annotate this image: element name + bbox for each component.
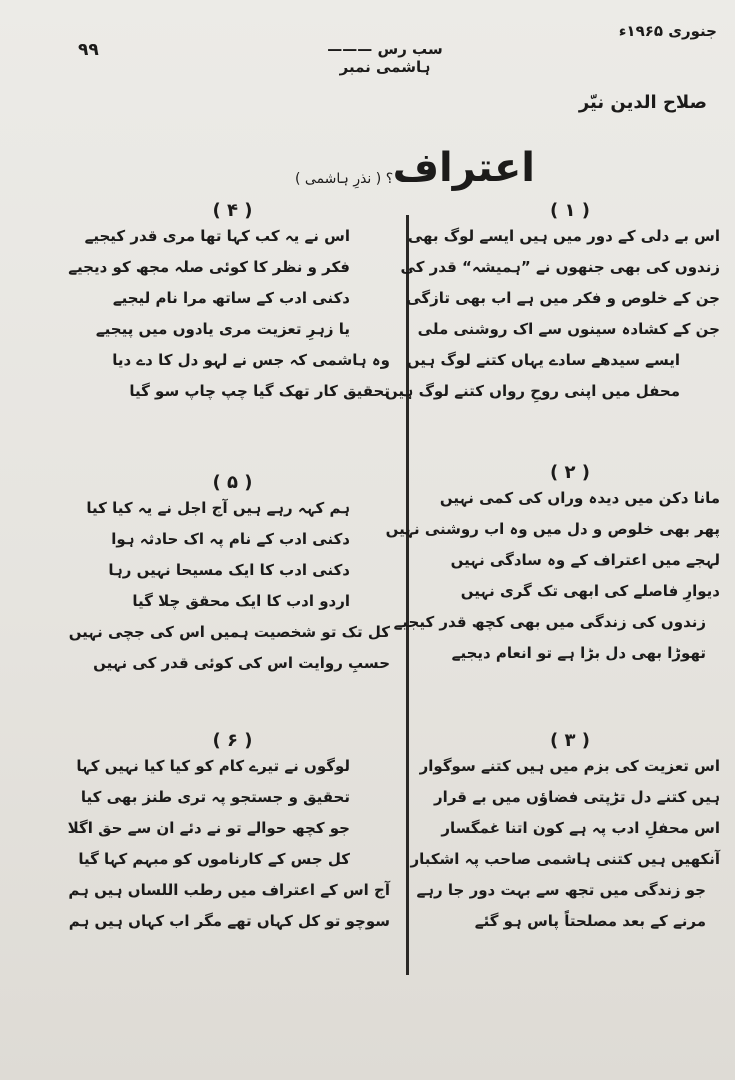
poem-heading — [285, 145, 535, 205]
verse-line: حسبِ روایت اس کی کوئی قدر کی نہیں — [93, 654, 390, 672]
verse-line: لوگوں نے تیرے کام کو کیا کیا نہیں کہا — [76, 757, 350, 775]
author-name: صلاح الدین نیّر — [578, 92, 707, 113]
verse-line: زندوں کی زندگی میں بھی کچھ قدر کیجیے — [393, 613, 706, 631]
verse-line: اس بے دلی کے دور میں ہیں ایسے لوگ بھی — [407, 227, 720, 245]
stanza-1 — [384, 200, 720, 460]
verse-line: کل تک تو شخصیت ہمیں اس کی جچی نہیں — [68, 623, 390, 641]
verse-line: تحقیق و جستجو پہ تری طنز بھی کیا — [80, 788, 350, 806]
verse-line: آج اس کے اعتراف میں رطب اللساں ہیں ہم — [68, 881, 390, 899]
verse-line: دکنی ادب کے ساتھ مرا نام لیجیے — [112, 289, 350, 307]
verse-line: لہجے میں اعتراف کے وہ سادگی نہیں — [450, 551, 720, 569]
stanza-number: ( ۳ ) — [550, 730, 590, 751]
verse-line: دکنی ادب کے نام پہ اک حادثہ ہوا — [111, 530, 350, 548]
verse-line: مانا دکن میں دیدہ وراں کی کمی نہیں — [439, 489, 720, 507]
verse-line: سوچو تو کل کہاں تھے مگر اب کہاں ہیں ہم — [68, 912, 390, 930]
verse-line: وہ ہاشمی کہ جس نے لہو دل کا دے دیا — [112, 351, 390, 369]
right-column — [384, 200, 720, 937]
verse-line: تحقیق کار تھک گیا چپ چاپ سو گیا — [129, 382, 390, 400]
magazine-running-title: سب رس ——— ہاشمی نمبر — [327, 40, 443, 76]
stanza-number: ( ۲ ) — [550, 462, 590, 483]
stanza-number: ( ۴ ) — [212, 200, 253, 221]
verse-line: ہم کہہ رہے ہیں آج اجل نے یہ کیا کیا — [86, 499, 350, 517]
poem-dedication: ؟ ( نذرِ ہاشمی ) — [295, 171, 394, 187]
left-column — [67, 200, 390, 937]
poem-title: اعتراف — [392, 145, 535, 191]
issue-date: جنوری ۱۹۶۵ء — [618, 22, 717, 40]
stanza-5 — [68, 472, 390, 730]
verse-line: محفل میں اپنی روحِ رواں کتنے لوگ ہیں — [384, 382, 680, 400]
stanza-number: ( ۱ ) — [550, 200, 590, 221]
verse-line: دکنی ادب کا ایک مسیحا نہیں رہا — [108, 561, 350, 579]
verse-line: کل جس کے کارناموں کو مبہم کہا گیا — [78, 850, 350, 868]
verse-line: اردو ادب کا ایک محقق چلا گیا — [132, 592, 350, 610]
verse-line: ہیں کتنے دل تڑپتی فضاؤں میں بے قرار — [434, 788, 720, 806]
verse-line: پھر بھی خلوص و دل میں وہ اب روشنی نہیں — [385, 520, 720, 538]
verse-line: جو کچھ حوالے تو نے دئے ان سے حق اگلا — [67, 819, 350, 837]
page-number: ۹۹ — [78, 40, 99, 60]
verse-line: اس محفلِ ادب پہ ہے کون اتنا غمگسار — [441, 819, 720, 837]
stanza-4 — [68, 200, 390, 472]
stanza-number: ( ۵ ) — [212, 472, 253, 493]
stanza-6 — [67, 730, 390, 937]
verse-line: دیوارِ فاصلے کی ابھی تک گری نہیں — [460, 582, 720, 600]
verse-line: تھوڑا بھی دل بڑا ہے تو انعام دیجیے — [451, 644, 706, 662]
verse-line: ایسے سیدھے سادے یہاں کتنے لوگ ہیں — [406, 351, 680, 369]
verse-line: مرنے کے بعد مصلحتاً پاس ہو گئے — [474, 912, 706, 930]
stanza-number: ( ۶ ) — [212, 730, 253, 751]
verse-line: جن کے خلوص و فکر میں ہے اب بھی تازگی — [406, 289, 720, 307]
verse-line: فکر و نظر کا کوئی صلہ مجھ کو دیجیے — [68, 258, 350, 276]
verse-line: اس تعزیت کی بزم میں ہیں کتنے سوگوار — [419, 757, 720, 775]
verse-line: جن کے کشادہ سینوں سے اک روشنی ملی — [417, 320, 720, 338]
verse-line: آنکھیں ہیں کتنی ہاشمی صاحب پہ اشکبار — [410, 850, 720, 868]
stanza-2 — [385, 462, 720, 730]
column-divider — [406, 215, 409, 975]
stanza-3 — [410, 730, 720, 937]
verse-line: زندوں کی بھی جنھوں نے ”ہمیشہ“ قدر کی — [400, 258, 720, 276]
verse-line: یا زہرِ تعزیت مری یادوں میں پیجیے — [95, 320, 350, 338]
verse-line: اس نے یہ کب کہا تھا مری قدر کیجیے — [84, 227, 350, 245]
verse-line: جو زندگی میں تجھ سے بہت دور جا رہے — [416, 881, 706, 899]
